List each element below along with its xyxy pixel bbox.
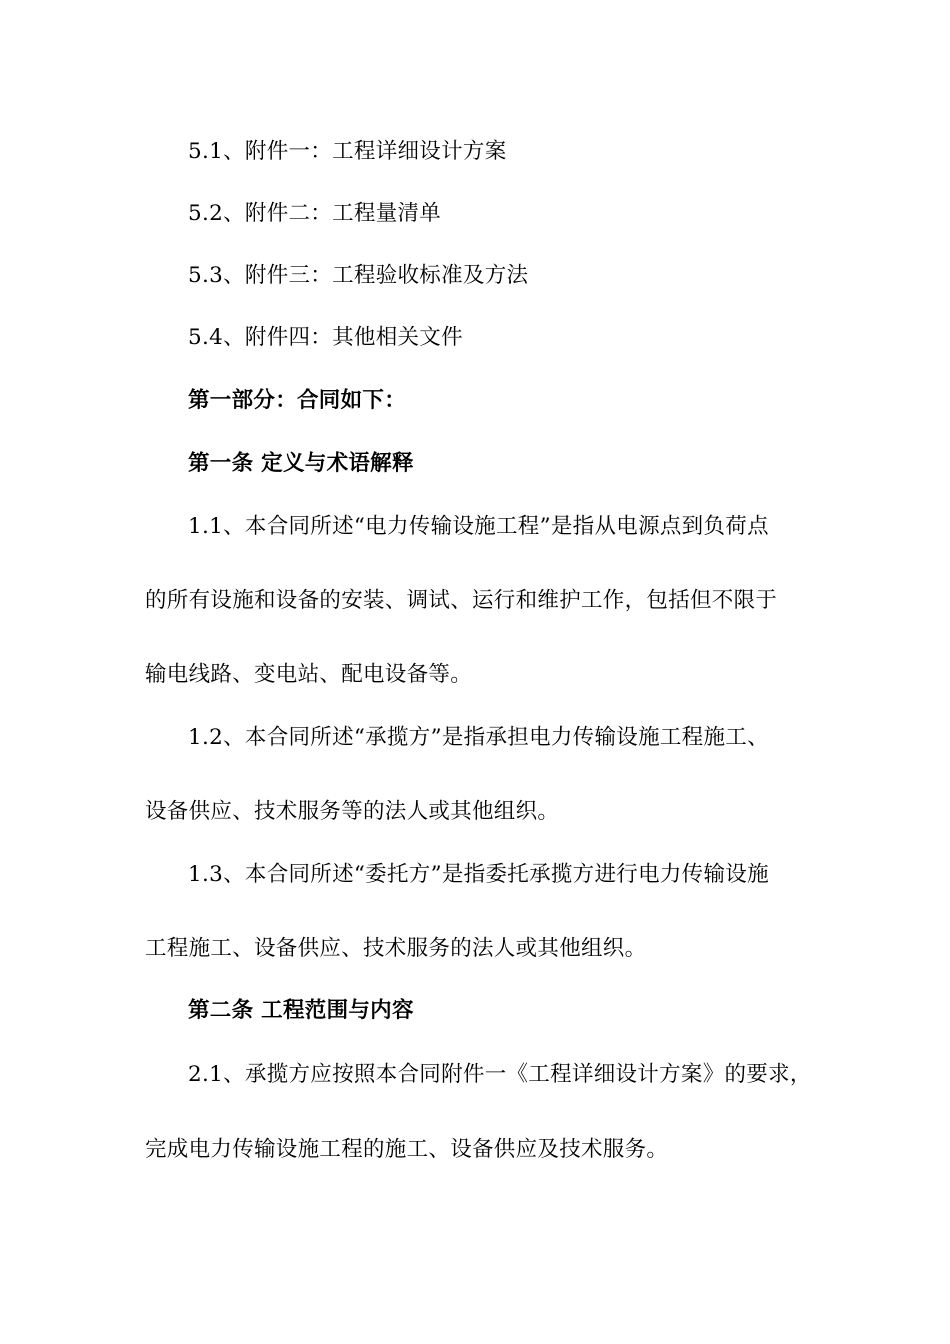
- clause-2-1-line-2: 完成电力传输设施工程的施工、设备供应及技术服务。: [145, 1137, 669, 1162]
- clause-1-1-line-1: 1.1、本合同所述“电力传输设施工程”是指从电源点到负荷点: [188, 514, 769, 539]
- attachment-item-4: 5.4、附件四：其他相关文件: [188, 325, 463, 350]
- clause-1-3-line-1: 1.3、本合同所述“委托方”是指委托承揽方进行电力传输设施: [188, 862, 769, 887]
- part-heading: 第一部分：合同如下：: [188, 388, 407, 413]
- clause-1-2-line-2: 设备供应、技术服务等的法人或其他组织。: [145, 799, 560, 824]
- clause-1-2-line-1: 1.2、本合同所述“承揽方”是指承担电力传输设施工程施工、: [188, 725, 769, 750]
- attachment-item-1: 5.1、附件一：工程详细设计方案: [188, 139, 507, 164]
- attachment-item-3: 5.3、附件三：工程验收标准及方法: [188, 263, 529, 288]
- clause-1-1-line-3: 输电线路、变电站、配电设备等。: [145, 662, 473, 687]
- clause-1-3-line-2: 工程施工、设备供应、技术服务的法人或其他组织。: [145, 936, 647, 961]
- article-1-heading: 第一条 定义与术语解释: [188, 451, 414, 476]
- attachment-item-2: 5.2、附件二：工程量清单: [188, 201, 442, 226]
- clause-2-1-line-1: 2.1、承揽方应按照本合同附件一《工程详细设计方案》的要求，: [188, 1062, 812, 1087]
- article-2-heading: 第二条 工程范围与内容: [188, 998, 414, 1023]
- clause-1-1-line-2: 的所有设施和设备的安装、调试、运行和维护工作，包括但不限于: [145, 588, 778, 613]
